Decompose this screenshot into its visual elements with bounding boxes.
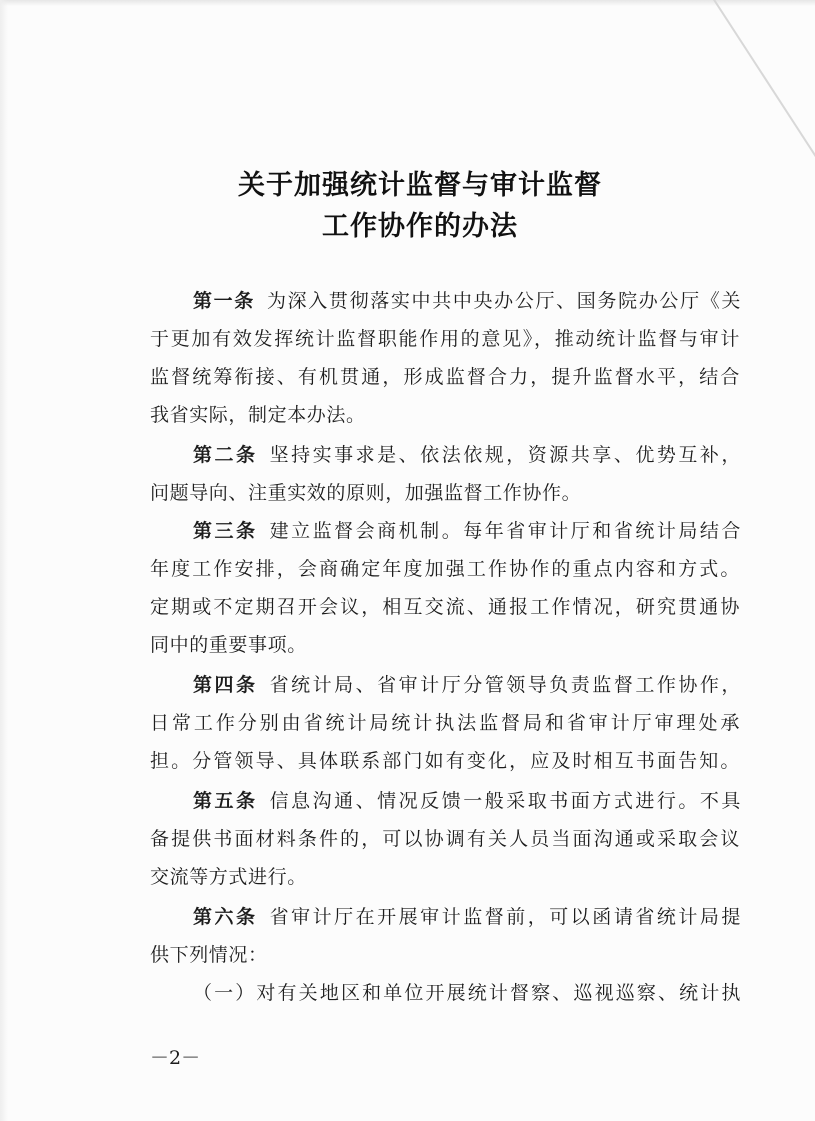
article-4-text-1: 省统计局、省审计厅分管领导负责监督工作协作， — [269, 674, 741, 696]
article-5-label: 第五条 — [193, 790, 258, 812]
document-title-line-2: 工作协作的办法 — [322, 211, 518, 242]
page-fold-line — [700, 0, 815, 173]
article-2-text-1: 坚持实事求是、依法依规，资源共享、优势互补， — [269, 444, 741, 466]
article-3-text-1: 建立监督会商机制。每年省审计厅和省统计局结合 — [269, 520, 741, 542]
article-2-line-2: 问题导向、注重实效的原则，加强监督工作协作。 — [150, 482, 582, 504]
article-1-line-1 — [193, 288, 741, 314]
article-6-text-1: 省审计厅在开展审计监督前，可以函请省统计局提 — [269, 906, 741, 928]
scan-top-edge — [0, 0, 815, 6]
article-2-line-1 — [193, 442, 741, 468]
article-3-line-2: 年度工作安排，会商确定年度加强工作协作的重点内容和方式。 — [150, 558, 740, 580]
article-1-text-1: 为深入贯彻落实中共中央办公厅、国务院办公厅《关 — [266, 290, 741, 312]
article-5-line-1 — [193, 788, 741, 814]
article-1-line-3: 监督统筹衔接、有机贯通，形成监督合力，提升监督水平，结合 — [150, 366, 740, 388]
article-4-line-1 — [193, 672, 741, 698]
article-5-text-1: 信息沟通、情况反馈一般采取书面方式进行。不具 — [269, 790, 741, 812]
article-1-line-2: 于更加有效发挥统计监督职能作用的意见》，推动统计监督与审计 — [150, 328, 740, 350]
article-5-line-3: 交流等方式进行。 — [150, 866, 307, 888]
document-title-line-1: 关于加强统计监督与审计监督 — [238, 170, 602, 201]
article-3-line-4: 同中的重要事项。 — [150, 634, 307, 656]
page-number: －2－ — [150, 1047, 201, 1069]
article-6-line-1 — [193, 904, 741, 930]
article-1-label: 第一条 — [193, 290, 255, 312]
article-3-label: 第三条 — [193, 520, 258, 542]
item-1-line: （一）对有关地区和单位开展统计督察、巡视巡察、统计执 — [193, 982, 741, 1004]
article-4-line-2: 日常工作分别由省统计局统计执法监督局和省审计厅审理处承 — [150, 712, 740, 734]
article-3-line-3: 定期或不定期召开会议，相互交流、通报工作情况，研究贯通协 — [150, 596, 740, 618]
article-4-label: 第四条 — [193, 674, 258, 696]
scan-left-shadow — [0, 0, 8, 1121]
article-1-line-4: 我省实际，制定本办法。 — [150, 404, 366, 426]
article-6-line-2: 供下列情况： — [150, 944, 268, 966]
article-2-label: 第二条 — [193, 444, 258, 466]
article-6-label: 第六条 — [193, 906, 258, 928]
article-4-line-3: 担。分管领导、具体联系部门如有变化，应及时相互书面告知。 — [150, 750, 740, 772]
article-3-line-1 — [193, 518, 741, 544]
article-5-line-2: 备提供书面材料条件的，可以协调有关人员当面沟通或采取会议 — [150, 828, 740, 850]
